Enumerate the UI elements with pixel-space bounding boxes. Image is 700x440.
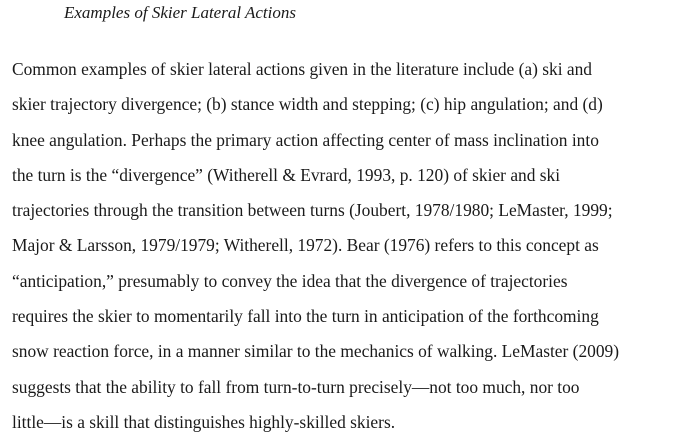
body-paragraph <box>12 52 696 440</box>
paragraph-line: knee angulation. Perhaps the primary action affecting center of mass inclination into <box>12 129 599 150</box>
paragraph-line: the turn is the “divergence” (Witherell & Evrard, 1993, p. 120) of skier and ski <box>12 164 561 185</box>
paragraph-line: trajectories through the transition between turns (Joubert, 1978/1980; LeMaster, 1999; <box>12 200 613 221</box>
paragraph-line: skier trajectory divergence; (b) stance width and stepping; (c) hip angulation; and (d) <box>12 94 603 115</box>
paragraph-line: suggests that the ability to fall from turn-to-turn precisely—not too much, nor too <box>12 376 580 397</box>
paragraph-line: little—is a skill that distinguishes highly-skilled skiers. <box>12 411 396 432</box>
section-heading: Examples of Skier Lateral Actions <box>64 3 296 22</box>
paragraph-line: snow reaction force, in a manner similar to the mechanics of walking. LeMaster (2009) <box>12 341 620 362</box>
paragraph-line: requires the skier to momentarily fall into the turn in anticipation of the forthcoming <box>12 306 599 327</box>
paragraph-line: Major & Larsson, 1979/1979; Witherell, 1972). Bear (1976) refers to this concept as <box>12 235 599 256</box>
paragraph-line: Common examples of skier lateral actions given in the literature include (a) ski and <box>12 59 592 79</box>
paragraph-line: “anticipation,” presumably to convey the idea that the divergence of trajectories <box>12 270 568 291</box>
